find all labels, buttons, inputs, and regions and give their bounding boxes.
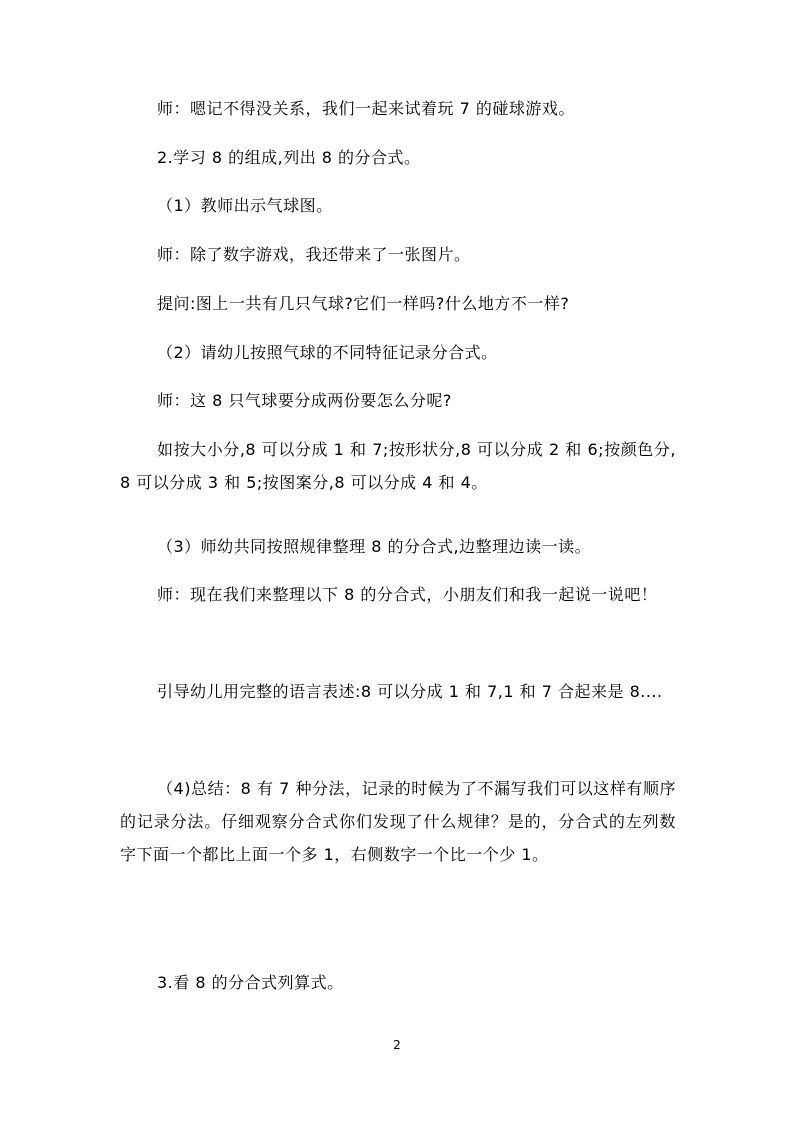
paragraph-teacher-split-8: 师：这 8 只气球要分成两份要怎么分呢? xyxy=(157,391,452,410)
heading-learn-composition-of-8: 2.学习 8 的组成,列出 8 的分合式。 xyxy=(157,148,421,167)
paragraph-teacher-organize: 师：现在我们来整理以下 8 的分合式，小朋友们和我一起说一说吧！ xyxy=(157,585,658,604)
heading-number-sentences: 3.看 8 的分合式列算式。 xyxy=(157,973,344,992)
paragraph-guide-expression: 引导幼儿用完整的语言表述:8 可以分成 1 和 7,1 和 7 合起来是 8.... xyxy=(157,682,663,701)
paragraph-step-3-organize: （3）师幼共同按照规律整理 8 的分合式,边整理边读一读。 xyxy=(157,537,592,556)
paragraph-split-by-features: 如按大小分,8 可以分成 1 和 7;按形状分,8 可以分成 2 和 6;按颜色分,8 可以分成 3 和 5;按图案分,8 可以分成 4 和 4。 xyxy=(120,440,676,492)
paragraph-step-4-summary: （4)总结：8 有 7 种分法，记录的时候为了不漏写我们可以这样有顺序的记录分法。仔细观察分合式你们发现了什么规律？是的，分合式的左列数字下面一个都比上面一个多 1，右侧数字一个比一个少 1。 xyxy=(120,779,676,864)
page-number: 2 xyxy=(393,1038,401,1052)
paragraph-step-1-balloon-picture: （1）教师出示气球图。 xyxy=(157,196,333,215)
paragraph-step-2-record: （2）请幼儿按照气球的不同特征记录分合式。 xyxy=(157,343,498,362)
paragraph-teacher-picture: 师：除了数字游戏，我还带来了一张图片。 xyxy=(157,245,471,264)
paragraph-teacher-ball-game: 师：嗯记不得没关系，我们一起来试着玩 7 的碰球游戏。 xyxy=(157,99,575,118)
paragraph-question-balloons: 提问:图上一共有几只气球?它们一样吗?什么地方不一样? xyxy=(157,294,570,313)
